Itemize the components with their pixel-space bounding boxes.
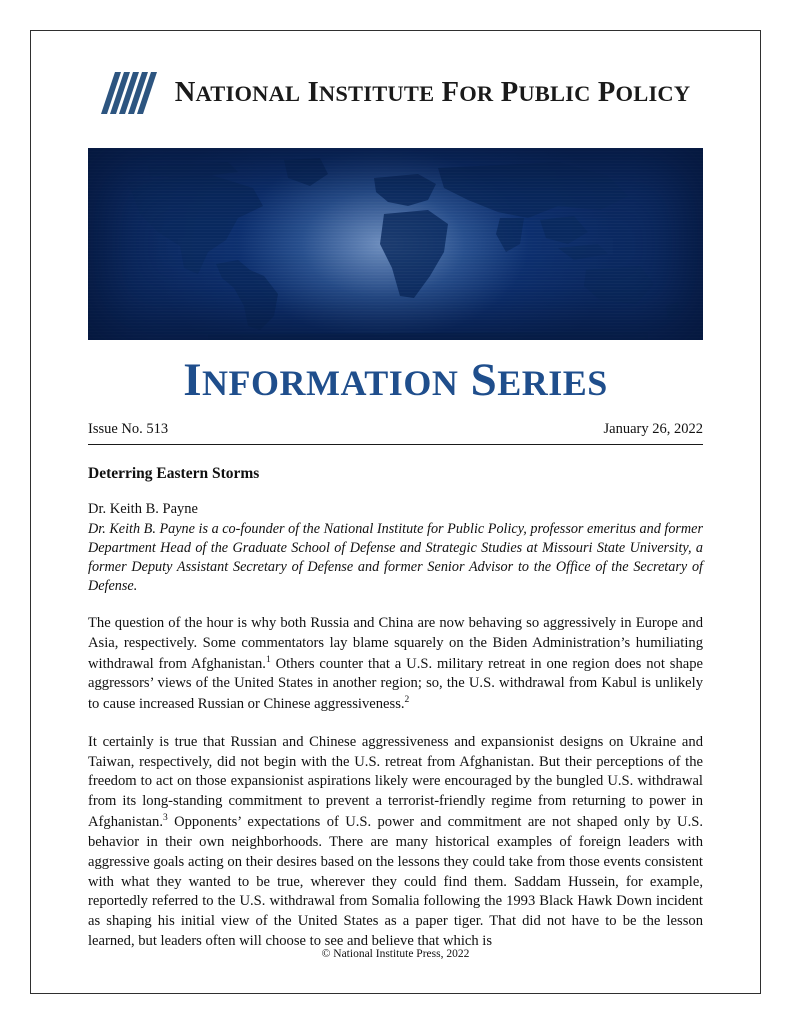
page-content — [88, 52, 703, 952]
paragraph-2-seg-2: Opponents’ expectations of U.S. power and commitment are not shaped only by U.S. behavior in their own neighborhoods. There are many historical examples of foreign leaders with aggressive goals acting on their desires based on the lessons they could take from those events consistent with what they wanted to be true, wherever they could find them. Saddam Hussein, for example, reportedly referred to the U.S. withdrawal from Somalia following the 1993 Black Hawk Down incident as shaping his initial view of the United States as a paper tiger. That did not have to be the lesson learned, but leaders often will choose to see and believe that which is — [88, 814, 703, 950]
series-title — [88, 356, 703, 405]
article-paragraph-2 — [88, 733, 703, 952]
series-word-series: SERIES — [470, 354, 608, 406]
paragraph-1-seg-1: The question of the hour is why both Russia and China are now behaving so aggressively in Europe and Asia, respectively. Some commentators lay blame squarely on the Biden Administration’s humiliating withdrawal from Afghanistan. — [88, 614, 703, 672]
issue-date: January 26, 2022 — [603, 421, 703, 438]
article-paragraph-1 — [88, 614, 703, 715]
masthead-word-institute: INSTITUTE — [307, 77, 435, 108]
masthead-word-for: FOR — [441, 77, 494, 108]
issue-row — [88, 421, 703, 438]
page-footer: © National Institute Press, 2022 — [321, 948, 470, 960]
masthead-word-public: PUBLIC — [500, 77, 591, 108]
masthead-word-national: NATIONAL — [174, 77, 301, 108]
masthead — [88, 62, 703, 124]
footnote-ref-1: 1 — [265, 654, 271, 665]
masthead-word-policy: POLICY — [597, 77, 691, 108]
footnote-ref-3: 3 — [162, 813, 168, 824]
footnote-ref-2: 2 — [404, 695, 410, 706]
header-divider — [88, 444, 703, 445]
banner-vignette — [88, 148, 703, 340]
world-map-banner — [88, 148, 703, 340]
author-bio: Dr. Keith B. Payne is a co-founder of the National Institute for Public Policy, professor emeritus and former Department Head of the Graduate School of Defense and Strategic Studies at Missouri State University, a former Deputy Assistant Secretary of Defense and former Senior Advisor to the Office of the Secretary of Defense. — [88, 521, 703, 594]
masthead-title — [175, 77, 691, 109]
series-word-information: INFORMATION — [183, 354, 459, 406]
issue-number: Issue No. 513 — [88, 421, 169, 438]
article-author: Dr. Keith B. Payne — [88, 501, 198, 518]
paragraph-1-seg-2: Others counter that a U.S. military retreat in one region does not shape aggressors’ views of the United States in another region; so, the U.S. withdrawal from Kabul is unlikely to cause increased Russian or Chinese aggressiveness. — [88, 655, 703, 712]
paragraph-2-seg-1: It certainly is true that Russian and Chinese aggressiveness and expansionist designs on Ukraine and Taiwan, respectively, did not begin with the U.S. retreat from Afghanistan. But their perceptions of the freedom to act on those expansionist aspirations likely were encouraged by the bungled U.S. withdrawal from its long-standing commitment to prevent a terrorist-friendly regime from returning to power in Afghanistan. — [88, 733, 703, 831]
article-title: Deterring Eastern Storms — [88, 465, 260, 483]
chevron-stripes-logo-icon — [101, 72, 157, 114]
